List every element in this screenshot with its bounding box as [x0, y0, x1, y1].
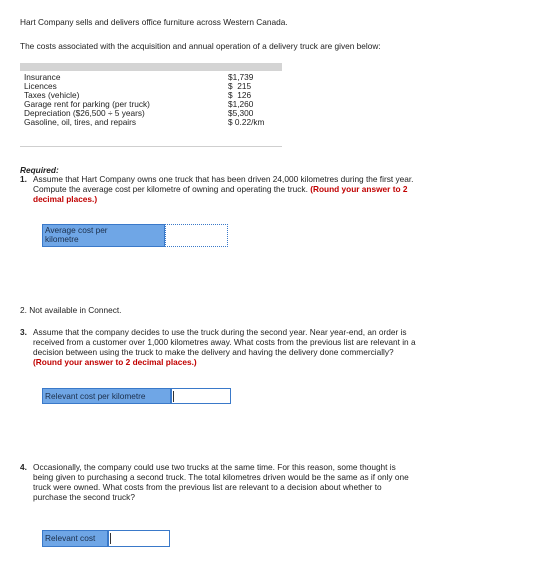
table-header-band [20, 63, 282, 71]
cost-value: $1,260 [228, 99, 254, 109]
cost-value: $5,300 [228, 108, 254, 118]
question-1-number: 1. [20, 174, 27, 184]
question-3-rounding: (Round your answer to 2 decimal places.) [33, 357, 197, 367]
text-cursor [173, 391, 174, 402]
question-3-number: 3. [20, 327, 27, 337]
question-1-text-2 [33, 184, 407, 194]
relevant-cost-input[interactable] [108, 530, 170, 547]
question-3-text-2: received from a customer over 1,000 kilometres away. What costs from the previous list are relevant in a [33, 337, 416, 347]
cost-value: $ 126 [228, 90, 252, 100]
cost-label: Insurance [24, 72, 61, 82]
required-heading: Required: [20, 165, 59, 175]
question-4-text-2: being given to purchasing a second truck. The total kilometres driven would be the same as if only one [33, 472, 409, 482]
average-cost-label-line2: kilometre [45, 234, 79, 244]
question-4-text: Occasionally, the company could use two trucks at the same time. For this reason, some thought is [33, 462, 396, 472]
question-4-number: 4. [20, 462, 27, 472]
average-cost-label-line1: Average cost per [45, 225, 108, 235]
average-cost-input[interactable] [165, 224, 228, 247]
question-3-text-3: decision between using the truck to make the delivery and having the delivery done commercially? [33, 347, 394, 357]
intro-text: Hart Company sells and delivers office furniture across Western Canada. [20, 17, 288, 27]
question-4-text-4: purchase the second truck? [33, 492, 135, 502]
question-1-instruction: Compute the average cost per kilometre of owning and operating the truck. [33, 184, 308, 194]
cost-table [20, 63, 282, 147]
cost-value: $ 215 [228, 81, 252, 91]
cost-label: Garage rent for parking (per truck) [24, 99, 150, 109]
intro-text-costs: The costs associated with the acquisition and annual operation of a delivery truck are given below: [20, 41, 381, 51]
cost-value: $1,739 [228, 72, 254, 82]
table-divider [20, 146, 282, 147]
relevant-cost-label: Relevant cost [42, 530, 108, 547]
question-1-rounding-2: decimal places.) [33, 194, 98, 204]
relevant-cost-per-km-label: Relevant cost per kilometre [42, 388, 171, 404]
question-2-text: 2. Not available in Connect. [20, 305, 122, 315]
question-4-text-3: truck were owned. What costs from the previous list are relevant to a decision about whether to [33, 482, 382, 492]
cost-label: Gasoline, oil, tires, and repairs [24, 117, 137, 127]
relevant-cost-per-km-input[interactable] [171, 388, 231, 404]
cost-label: Depreciation ($26,500 ÷ 5 years) [24, 108, 145, 118]
cost-value: $ 0.22/km [228, 117, 265, 127]
cost-label: Taxes (vehicle) [24, 90, 80, 100]
average-cost-label [42, 224, 165, 247]
question-1-text: Assume that Hart Company owns one truck that has been driven 24,000 kilometres during the first year. [33, 174, 414, 184]
cost-label: Licences [24, 81, 57, 91]
cost-row [24, 118, 280, 127]
question-3-text: Assume that the company decides to use the truck during the second year. Near year-end, an order is [33, 327, 407, 337]
text-cursor [110, 533, 111, 544]
question-1-rounding: (Round your answer to 2 [310, 184, 408, 194]
